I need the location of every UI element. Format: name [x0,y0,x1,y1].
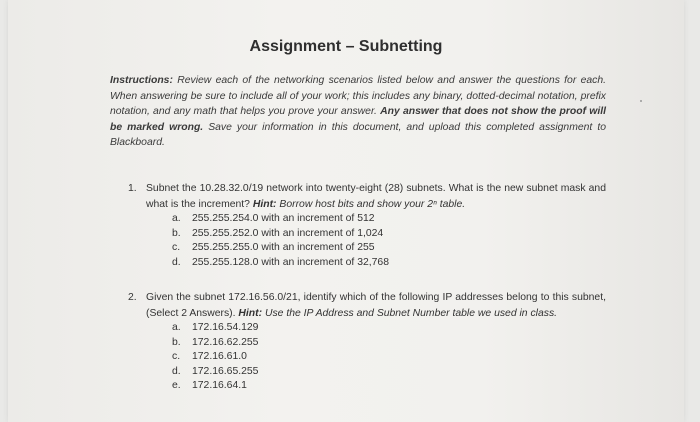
option-text: 172.16.54.129 [192,322,259,333]
option-letter: c. [172,242,181,253]
option-letter: d. [172,365,181,377]
option-letter: b. [172,336,181,348]
question-2-options [172,321,606,394]
question-1-body: Subnet the 10.28.32.0/19 network into twenty-eight (28) subnets. What is the new subnet mask and what is the increment? [146,183,606,210]
option-text: 172.16.61.0 [192,351,247,362]
page-title: Assignment – Subnetting [249,38,443,55]
option-letter: a. [172,213,181,224]
document-page [8,0,684,422]
question-2-body: Given the subnet 172.16.56.0/21, identify which of the following IP addresses belong to this subnet, (Select 2 Answers). [146,292,606,319]
question-2-option-a [172,321,606,336]
option-letter: a. [172,322,181,333]
question-2-option-b [172,336,606,351]
option-text: 255.255.128.0 with an increment of 32,768 [192,256,389,268]
option-letter: d. [172,256,181,268]
option-text: 255.255.255.0 with an increment of 255 [192,242,375,253]
option-text: 172.16.65.255 [192,365,259,377]
question-1-option-c [172,241,606,256]
question-2-hint: Use the IP Address and Subnet Number table we used in class. [262,307,558,319]
instructions-label: Instructions: [110,75,173,86]
question-2-text [146,290,606,321]
option-text: 172.16.64.1 [192,380,247,391]
option-text: 255.255.254.0 with an increment of 512 [192,213,375,224]
question-1-hint: Borrow host bits and show your 2ⁿ table. [276,198,466,210]
instructions-paragraph [110,73,606,151]
instructions-warning: Any answer that does not show the proof will be marked wrong. [110,106,606,133]
option-letter: e. [172,380,181,391]
question-1-options [172,212,606,270]
question-2 [128,290,606,394]
question-2-option-d [172,365,606,380]
question-2-option-e [172,379,606,394]
question-1-text [146,181,606,212]
question-1-option-b [172,227,606,242]
question-1-option-d [172,256,606,271]
stray-mark [640,100,642,102]
instructions-text-2: Save your information in this document, and upload this completed assignment to Blackboard. [110,121,606,148]
question-2-number: 2. [128,292,137,303]
question-1-number: 1. [128,183,137,194]
question-1 [128,181,606,270]
option-text: 172.16.62.255 [192,336,259,348]
option-letter: c. [172,351,181,362]
question-1-hint-label: Hint: [252,198,277,210]
option-letter: b. [172,227,181,239]
question-2-hint-label: Hint: [238,307,263,319]
option-text: 255.255.252.0 with an increment of 1,024 [192,227,384,239]
instructions-text-1: Review each of the networking scenarios listed below and answer the questions for each. When answering be sure to include all of your work; this includes any binary, dotted-decimal notation, prefix notation, and any math that helps you prove your answer. [110,75,606,117]
question-1-option-a [172,212,606,227]
question-2-option-c [172,350,606,365]
